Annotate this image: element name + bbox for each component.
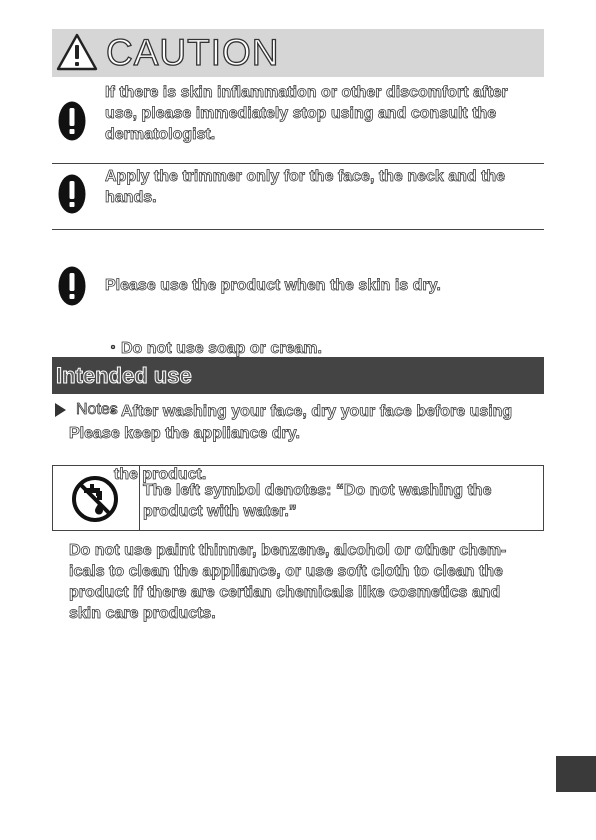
divider <box>52 229 544 230</box>
symbol-caption: The left symbol denotes: “Do not washing the product with water.” <box>143 482 492 520</box>
caution-item-2: Apply the trimmer only for the face, the neck and the hands. <box>105 168 506 206</box>
mandatory-action-icon <box>58 101 86 141</box>
notes-label: Notes <box>76 401 118 418</box>
caution-title: CAUTION <box>106 32 280 73</box>
symbol-cell <box>53 466 140 530</box>
caution-header <box>52 29 544 77</box>
section-title: Intended use <box>56 363 192 388</box>
caution-item-3: Please use the product when the skin is dry. ・Do not use soap or cream. ・After washing your face, dry your face before using the product. <box>105 277 513 483</box>
mandatory-action-icon <box>58 266 86 306</box>
triangle-right-icon <box>55 403 66 417</box>
warning-triangle-icon <box>56 32 98 72</box>
page-tab <box>556 756 596 792</box>
caution-item-1: If there is skin inflammation or other discomfort after use, please immediately stop using and consult the dermatologist. <box>105 84 508 143</box>
mandatory-action-icon <box>58 174 86 214</box>
cleaning-paragraph: Do not use paint thinner, benzene, alcohol or other chem- icals to clean the appliance, or use soft cloth to clean the product if there are certian chemicals like cosmetics and skin care products. <box>69 542 507 622</box>
no-washing-icon <box>70 474 120 524</box>
intended-use-header <box>52 357 544 394</box>
keep-dry-text: Please keep the appliance dry. <box>69 425 300 442</box>
divider <box>52 163 544 164</box>
symbol-box <box>52 465 544 531</box>
